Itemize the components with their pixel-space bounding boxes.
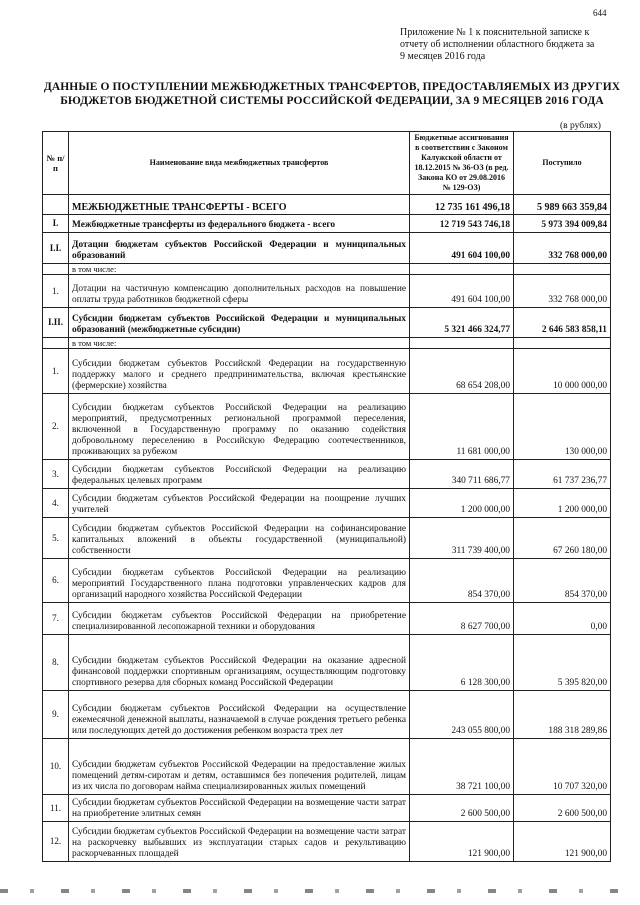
row-name: Субсидии бюджетам субъектов Российской Федерации на осуществление ежемесячной денежной выплаты, назначаемой в случае рождения третьего ребенка или последующих детей до достижения ребенком возраста трех лет (69, 691, 410, 739)
row-num (43, 338, 69, 349)
row-name: Субсидии бюджетам субъектов Российской Федерации на реализацию мероприятий Государственного плана подготовки управленческих кадров для организаций народного хозяйства Российской Федерации (69, 559, 410, 603)
row-received: 332 768 000,00 (514, 233, 611, 264)
row-num (43, 195, 69, 215)
row-assigned: 68 654 208,00 (410, 349, 514, 394)
table-row (43, 635, 611, 691)
row-received (514, 264, 611, 275)
row-received: 10 707 320,00 (514, 739, 611, 795)
appendix-note (400, 27, 615, 63)
table-row (43, 215, 611, 233)
row-assigned: 491 604 100,00 (410, 275, 514, 308)
table-row (43, 394, 611, 460)
row-assigned: 340 711 686,77 (410, 460, 514, 489)
table-row (43, 518, 611, 559)
row-name: Субсидии бюджетам субъектов Российской Федерации на реализацию мероприятий, предусмотренных региональной программой переселения, включенной в Государственную программу по оказанию содействия добровольному переселению в Российскую Федерацию соотечественников, проживающих за рубежом (69, 394, 410, 460)
row-num: 2. (43, 394, 69, 460)
table-row (43, 349, 611, 394)
table-row (43, 264, 611, 275)
row-num: 6. (43, 559, 69, 603)
row-num (43, 264, 69, 275)
row-name: Субсидии бюджетам субъектов Российской Федерации и муниципальных образований (межбюджетные субсидии) (69, 308, 410, 338)
row-name: Межбюджетные трансферты из федерального бюджета - всего (69, 215, 410, 233)
row-assigned: 121 900,00 (410, 822, 514, 862)
table-row (43, 275, 611, 308)
table-row (43, 338, 611, 349)
row-received: 130 000,00 (514, 394, 611, 460)
row-num: I. (43, 215, 69, 233)
row-assigned: 11 681 000,00 (410, 394, 514, 460)
table-row (43, 691, 611, 739)
row-received: 2 646 583 858,11 (514, 308, 611, 338)
row-assigned: 854 370,00 (410, 559, 514, 603)
row-num: 9. (43, 691, 69, 739)
row-received: 5 395 820,00 (514, 635, 611, 691)
row-num: 12. (43, 822, 69, 862)
row-num: 1. (43, 349, 69, 394)
table-row (43, 489, 611, 518)
row-name: Субсидии бюджетам субъектов Российской Федерации на поощрение лучших учителей (69, 489, 410, 518)
row-assigned: 6 128 300,00 (410, 635, 514, 691)
table-row (43, 460, 611, 489)
row-assigned: 1 200 000,00 (410, 489, 514, 518)
row-received: 61 737 236,77 (514, 460, 611, 489)
table-row (43, 233, 611, 264)
document-title-line: ДАННЫЕ О ПОСТУПЛЕНИИ МЕЖБЮДЖЕТНЫХ ТРАНСФЕРТОВ, ПРЕДОСТАВЛЯЕМЫХ ИЗ ДРУГИХ (43, 81, 621, 93)
row-received: 2 600 500,00 (514, 795, 611, 822)
column-header-name: Наименование вида межбюджетных трансфертов (69, 132, 410, 195)
row-assigned: 311 739 400,00 (410, 518, 514, 559)
row-num: 3. (43, 460, 69, 489)
row-received: 854 370,00 (514, 559, 611, 603)
row-assigned: 491 604 100,00 (410, 233, 514, 264)
row-name: Субсидии бюджетам субъектов Российской Федерации на предоставление жилых помещений детям-сиротам и детям, оставшимся без попечения родителей, лицам из их числа по договорам найма специализированных жилых помещений (69, 739, 410, 795)
row-assigned (410, 264, 514, 275)
document-title-line: БЮДЖЕТОВ БЮДЖЕТНОЙ СИСТЕМЫ РОССИЙСКОЙ ФЕДЕРАЦИИ, ЗА 9 МЕСЯЦЕВ 2016 ГОДА (60, 95, 604, 107)
row-received: 5 973 394 009,84 (514, 215, 611, 233)
row-num: 5. (43, 518, 69, 559)
column-header-received: Поступило (514, 132, 611, 195)
document-title (42, 80, 622, 108)
row-name: Субсидии бюджетам субъектов Российской Федерации на софинансирование капитальных вложений в объекты государственной (муниципальной) собственности (69, 518, 410, 559)
appendix-note-line: 9 месяцев 2016 года (400, 51, 486, 62)
row-received: 121 900,00 (514, 822, 611, 862)
row-assigned: 38 721 100,00 (410, 739, 514, 795)
row-num: I.I. (43, 233, 69, 264)
row-num: 10. (43, 739, 69, 795)
row-assigned: 12 735 161 496,18 (410, 195, 514, 215)
table-row (43, 195, 611, 215)
row-assigned: 12 719 543 746,18 (410, 215, 514, 233)
row-num: 11. (43, 795, 69, 822)
row-received: 67 260 180,00 (514, 518, 611, 559)
row-assigned: 8 627 700,00 (410, 603, 514, 635)
row-assigned: 5 321 466 324,77 (410, 308, 514, 338)
table-row (43, 822, 611, 862)
row-name: Дотации бюджетам субъектов Российской Федерации и муниципальных образований (69, 233, 410, 264)
row-name: Дотации на частичную компенсацию дополнительных расходов на повышение оплаты труда работников бюджетной сферы (69, 275, 410, 308)
page-number: 644 (593, 8, 607, 18)
row-received (514, 338, 611, 349)
row-assigned: 2 600 500,00 (410, 795, 514, 822)
row-assigned: 243 055 800,00 (410, 691, 514, 739)
row-received: 188 318 289,86 (514, 691, 611, 739)
row-name: Субсидии бюджетам субъектов Российской Федерации на приобретение специализированной лесопожарной техники и оборудования (69, 603, 410, 635)
appendix-note-line: Приложение № 1 к пояснительной записке к (400, 27, 590, 38)
row-num: 1. (43, 275, 69, 308)
row-num: 8. (43, 635, 69, 691)
row-name: МЕЖБЮДЖЕТНЫЕ ТРАНСФЕРТЫ - ВСЕГО (69, 195, 410, 215)
table-row (43, 559, 611, 603)
table-row (43, 308, 611, 338)
scan-noise-strip (0, 889, 640, 893)
table-row (43, 603, 611, 635)
column-header-assigned: Бюджетные ассигнования в соответствии с Законом Калужской области от 18.12.2015 № 36-ОЗ (в ред. Закона КО от 29.08.2016 № 129-ОЗ) (410, 132, 514, 195)
table-row (43, 739, 611, 795)
row-name: Субсидии бюджетам субъектов Российской Федерации на государственную поддержку малого и среднего предпринимательства, включая крестьянские (фермерские) хозяйства (69, 349, 410, 394)
table-header-row (43, 132, 611, 195)
row-received: 332 768 000,00 (514, 275, 611, 308)
row-assigned (410, 338, 514, 349)
row-num: 7. (43, 603, 69, 635)
row-name: Субсидии бюджетам субъектов Российской Федерации на реализацию федеральных целевых программ (69, 460, 410, 489)
appendix-note-line: отчету об исполнении областного бюджета за (400, 39, 595, 50)
row-num: I.II. (43, 308, 69, 338)
row-num: 4. (43, 489, 69, 518)
transfers-table (42, 131, 611, 862)
column-header-num: № п/п (43, 132, 69, 195)
row-name: в том числе: (69, 264, 410, 275)
row-received: 1 200 000,00 (514, 489, 611, 518)
row-received: 0,00 (514, 603, 611, 635)
row-name: Субсидии бюджетам субъектов Российской Федерации на возмещение части затрат на раскорчевку выбывших из эксплуатации старых садов и рекультивацию раскорчеванных площадей (69, 822, 410, 862)
row-name: в том числе: (69, 338, 410, 349)
table-row (43, 795, 611, 822)
row-name: Субсидии бюджетам субъектов Российской Федерации на возмещение части затрат на приобретение элитных семян (69, 795, 410, 822)
row-name: Субсидии бюджетам субъектов Российской Федерации на оказание адресной финансовой поддержки спортивным организациям, осуществляющим подготовку спортивного резерва для сборных команд Российской Федерации (69, 635, 410, 691)
row-received: 10 000 000,00 (514, 349, 611, 394)
units-label: (в рублях) (560, 121, 601, 131)
row-received: 5 989 663 359,84 (514, 195, 611, 215)
